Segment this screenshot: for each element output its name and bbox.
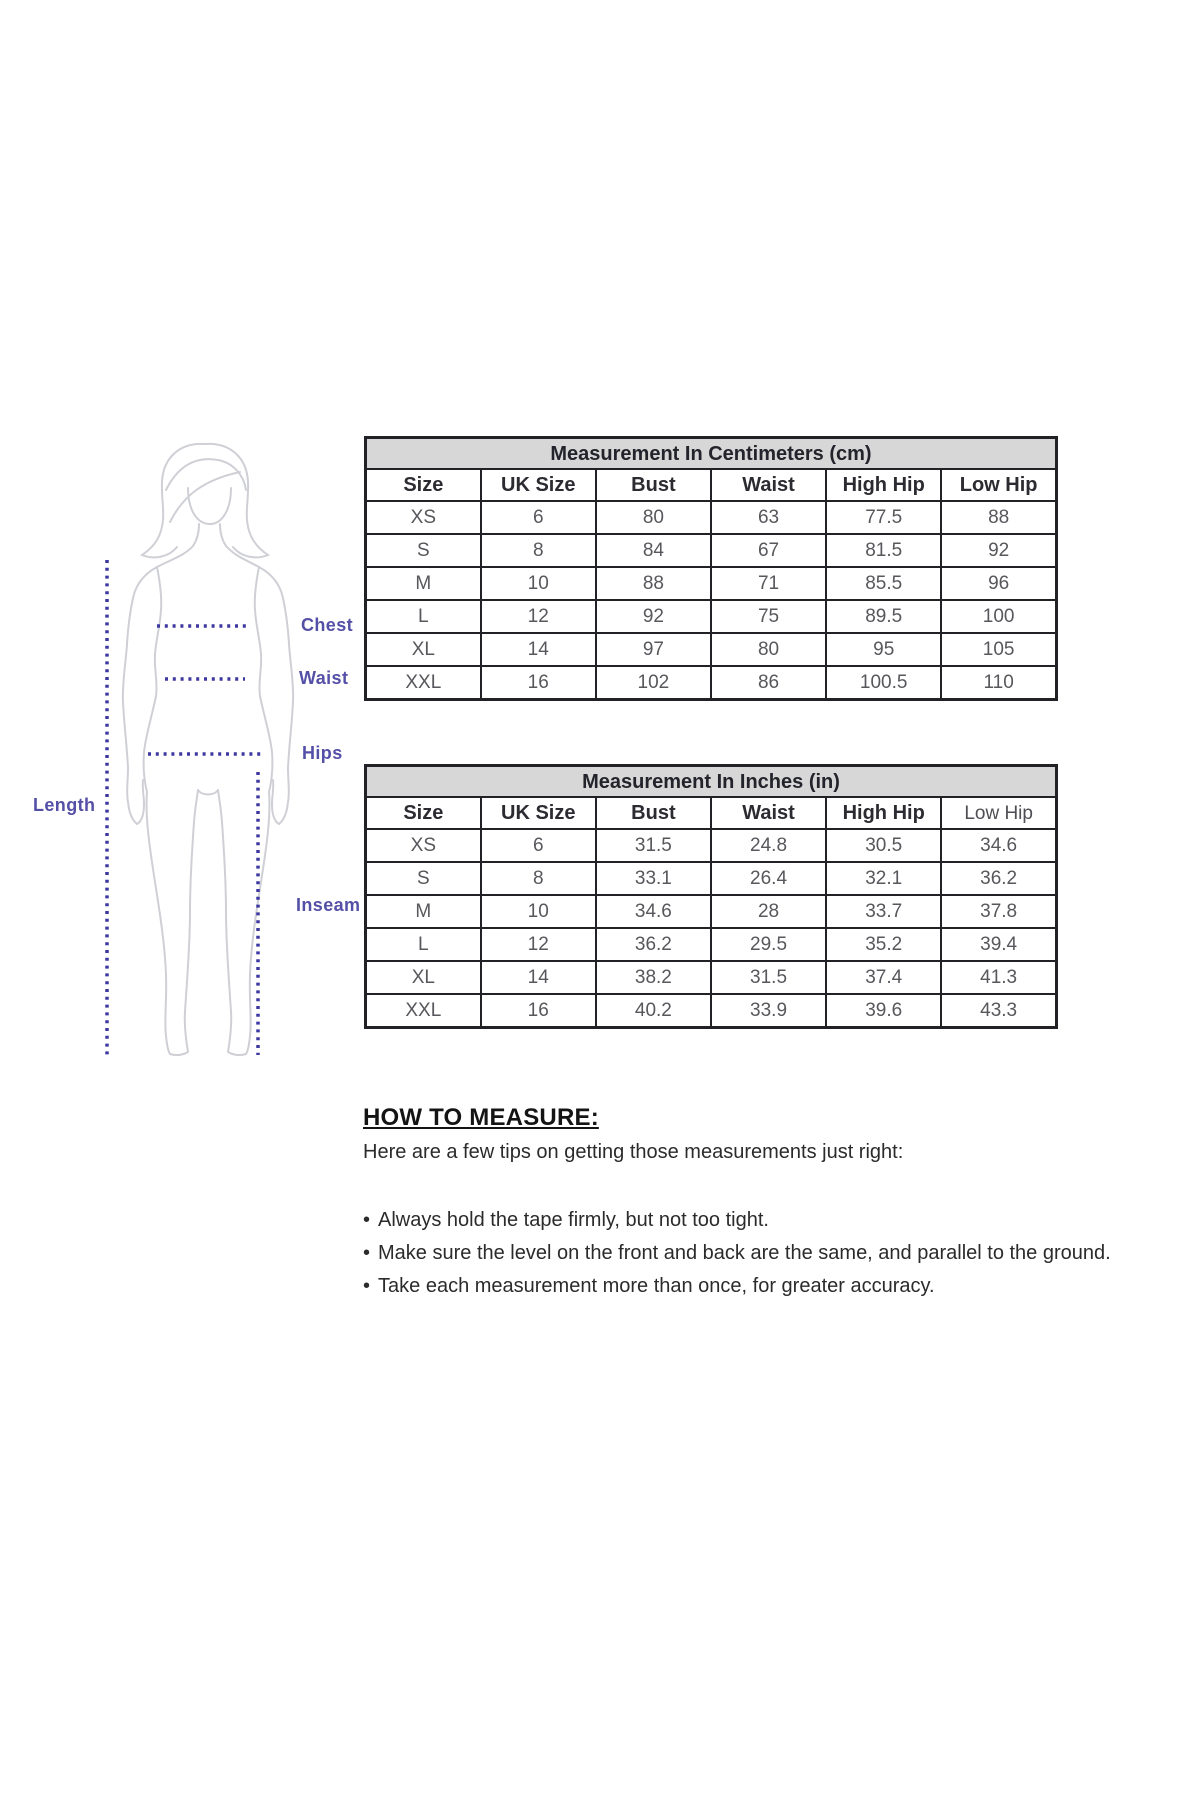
table-cell: M [366, 895, 481, 928]
table-cell: 29.5 [711, 928, 826, 961]
measurement-guide-lines [107, 560, 263, 1055]
table-cell: 34.6 [596, 895, 711, 928]
tip-item [363, 1204, 1163, 1237]
in-row-l [366, 928, 1057, 961]
body-measurement-figure [20, 430, 350, 1075]
table-cell: M [366, 567, 481, 600]
hips-label: Hips [302, 743, 343, 763]
in-header-waist: Waist [711, 797, 826, 829]
table-cell: 89.5 [826, 600, 941, 633]
table-cell: 35.2 [826, 928, 941, 961]
in-header-uk-size: UK Size [481, 797, 596, 829]
cm-row-xl [366, 633, 1057, 666]
table-cell: 24.8 [711, 829, 826, 862]
cm-header-bust: Bust [596, 469, 711, 501]
table-cell: 84 [596, 534, 711, 567]
inseam-label: Inseam [296, 895, 361, 915]
table-cell: 40.2 [596, 994, 711, 1028]
table-cell: 88 [596, 567, 711, 600]
table-cell: 75 [711, 600, 826, 633]
table-cell: XS [366, 501, 481, 534]
tip-item [363, 1237, 1163, 1270]
in-header-size: Size [366, 797, 481, 829]
table-cell: 12 [481, 928, 596, 961]
table-cell: XXL [366, 666, 481, 700]
in-header-low-hip: Low Hip [941, 797, 1056, 829]
table-cell: 85.5 [826, 567, 941, 600]
measuring-tips-list [363, 1204, 1163, 1303]
table-cell: 80 [711, 633, 826, 666]
table-cell: 92 [941, 534, 1056, 567]
table-cell: 6 [481, 829, 596, 862]
in-table-title-row [366, 766, 1057, 798]
tip-text: Make sure the level on the front and back are the same, and parallel to the ground. [378, 1242, 1111, 1264]
table-cell: 10 [481, 895, 596, 928]
table-cell: 33.9 [711, 994, 826, 1028]
table-cell: 10 [481, 567, 596, 600]
table-cell: 16 [481, 666, 596, 700]
table-cell: 6 [481, 501, 596, 534]
in-header-high-hip: High Hip [826, 797, 941, 829]
inches-measurements-table [364, 764, 1058, 1029]
in-header-bust: Bust [596, 797, 711, 829]
table-cell: 26.4 [711, 862, 826, 895]
cm-row-l [366, 600, 1057, 633]
cm-header-uk-size: UK Size [481, 469, 596, 501]
cm-header-high-hip: High Hip [826, 469, 941, 501]
table-cell: 37.8 [941, 895, 1056, 928]
in-row-xs [366, 829, 1057, 862]
in-row-s [366, 862, 1057, 895]
female-silhouette-drawing [123, 444, 293, 1055]
table-cell: XL [366, 633, 481, 666]
table-cell: 33.7 [826, 895, 941, 928]
table-cell: XL [366, 961, 481, 994]
table-cell: 8 [481, 534, 596, 567]
table-cell: 12 [481, 600, 596, 633]
table-cell: 39.4 [941, 928, 1056, 961]
in-table-header-row [366, 797, 1057, 829]
bullet-icon: • [363, 1242, 371, 1264]
cm-table-header-row [366, 469, 1057, 501]
table-cell: 97 [596, 633, 711, 666]
cm-row-xs [366, 501, 1057, 534]
table-cell: XS [366, 829, 481, 862]
table-cell: 39.6 [826, 994, 941, 1028]
table-cell: 28 [711, 895, 826, 928]
table-cell: 41.3 [941, 961, 1056, 994]
how-to-measure-intro: Here are a few tips on getting those measurements just right: [363, 1141, 904, 1163]
table-cell: 33.1 [596, 862, 711, 895]
cm-row-m [366, 567, 1057, 600]
table-cell: 36.2 [941, 862, 1056, 895]
table-cell: 31.5 [711, 961, 826, 994]
table-cell: 34.6 [941, 829, 1056, 862]
chest-label: Chest [301, 615, 354, 635]
in-table-title: Measurement In Inches (in) [366, 766, 1057, 798]
cm-row-xxl [366, 666, 1057, 700]
in-row-xxl [366, 994, 1057, 1028]
table-cell: 38.2 [596, 961, 711, 994]
in-row-m [366, 895, 1057, 928]
table-cell: 14 [481, 633, 596, 666]
table-cell: 92 [596, 600, 711, 633]
cm-table-title-row [366, 438, 1057, 470]
table-cell: 8 [481, 862, 596, 895]
waist-label: Waist [299, 668, 349, 688]
length-label: Length [33, 795, 96, 815]
bullet-icon: • [363, 1275, 371, 1297]
table-cell: 67 [711, 534, 826, 567]
table-cell: S [366, 862, 481, 895]
table-cell: 102 [596, 666, 711, 700]
table-cell: 86 [711, 666, 826, 700]
cm-row-s [366, 534, 1057, 567]
table-cell: L [366, 600, 481, 633]
in-row-xl [366, 961, 1057, 994]
table-cell: 105 [941, 633, 1056, 666]
table-cell: 88 [941, 501, 1056, 534]
tip-text: Always hold the tape firmly, but not too tight. [378, 1209, 769, 1231]
table-cell: 14 [481, 961, 596, 994]
table-cell: 43.3 [941, 994, 1056, 1028]
table-cell: 30.5 [826, 829, 941, 862]
bullet-icon: • [363, 1209, 371, 1231]
table-cell: 100.5 [826, 666, 941, 700]
cm-header-low-hip: Low Hip [941, 469, 1056, 501]
table-cell: 77.5 [826, 501, 941, 534]
table-cell: 32.1 [826, 862, 941, 895]
tip-text: Take each measurement more than once, for greater accuracy. [378, 1275, 935, 1297]
tip-item [363, 1270, 1163, 1303]
table-cell: 100 [941, 600, 1056, 633]
table-cell: 96 [941, 567, 1056, 600]
table-cell: 36.2 [596, 928, 711, 961]
table-cell: S [366, 534, 481, 567]
table-cell: 80 [596, 501, 711, 534]
table-cell: L [366, 928, 481, 961]
table-cell: 63 [711, 501, 826, 534]
cm-measurements-table [364, 436, 1058, 701]
table-cell: 31.5 [596, 829, 711, 862]
table-cell: 81.5 [826, 534, 941, 567]
table-cell: 16 [481, 994, 596, 1028]
how-to-measure-heading: HOW TO MEASURE: [363, 1104, 599, 1131]
table-cell: 95 [826, 633, 941, 666]
table-cell: 37.4 [826, 961, 941, 994]
cm-header-waist: Waist [711, 469, 826, 501]
cm-table-title: Measurement In Centimeters (cm) [366, 438, 1057, 470]
table-cell: 71 [711, 567, 826, 600]
table-cell: 110 [941, 666, 1056, 700]
how-to-measure-section [363, 1104, 1163, 1303]
table-cell: XXL [366, 994, 481, 1028]
cm-header-size: Size [366, 469, 481, 501]
